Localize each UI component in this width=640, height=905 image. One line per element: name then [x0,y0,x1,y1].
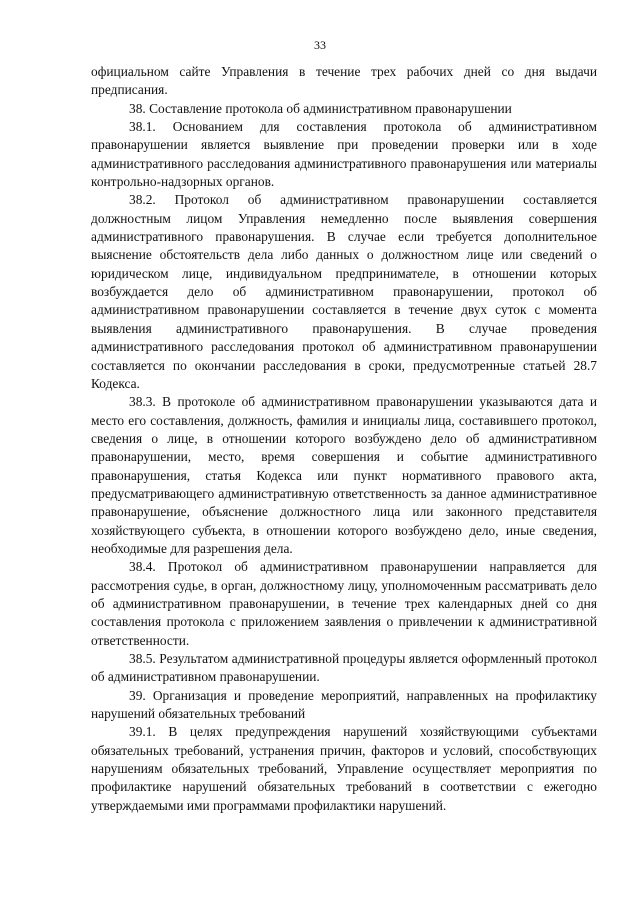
heading-section-38: 38. Составление протокола об административном правонарушении [129,100,512,116]
paragraph-38-3: 38.3. В протоколе об административном правонарушении указываются дата и место его составления, должность, фамилия и инициалы лица, составившего протокол, сведения о лице, в отношении которого возбуждено дело об административном правонарушении, место, время совершения и событие административного правонарушения, статья Кодекса или пункт нормативного правового акта, предусматривающего административную ответственность за данное административное правонарушение, объяснение должностного лица или законного представителя хозяйствующего субъекта, в отношении которого возбуждено дело, иные сведения, необходимые для разрешения дела. [91,394,597,556]
paragraph-preceding-end: официальном сайте Управления в течение трех рабочих дней со дня выдачи предписания. [91,64,597,98]
heading-section-39: 39. Организация и проведение мероприятий, направленных на профилактику нарушений обязательных требований [91,687,597,722]
page-number: 33 [314,38,326,52]
paragraph-38-4: 38.4. Протокол об административном правонарушении направляется для рассмотрения судье, в орган, должностному лицу, уполномоченным рассматривать дело об административном правонарушении, в течение трех календарных дней со дня составления протокола с приложением заявления о привлечении к административной ответственности. [91,559,597,648]
document-body [91,63,597,815]
paragraph-38-5: 38.5. Результатом административной процедуры является оформленный протокол об административном правонарушении. [91,651,597,685]
paragraph-39-1: 39.1. В целях предупреждения нарушений хозяйствующими субъектами обязательных требований, устранения причин, факторов и условий, способствующих нарушениям обязательных требований, Управление осуществляет мероприятия по профилактике нарушений обязательных требований в соответствии с ежегодно утверждаемыми ими программами профилактики нарушений. [91,724,597,813]
paragraph-38-2: 38.2. Протокол об административном правонарушении составляется должностным лицом Управления немедленно после выявления совершения административного правонарушения. В случае если требуется дополнительное выяснение обстоятельств дела либо данных о должностном лице или сведений о юридическом лице, индивидуальном предпринимателе, в отношении которых возбуждается дело об административном правонарушении, протокол об административном правонарушении составляется в течение двух суток с момента выявления административного правонарушения. В случае проведения административного расследования протокол об административном правонарушении составляется по окончании расследования в сроки, предусмотренные статьей 28.7 Кодекса. [91,192,597,391]
paragraph-38-1: 38.1. Основанием для составления протокола об административном правонарушении является выявление при проведении проверки или в ходе административного расследования административного правонарушения или материалы контрольно-надзорных органов. [91,119,597,190]
